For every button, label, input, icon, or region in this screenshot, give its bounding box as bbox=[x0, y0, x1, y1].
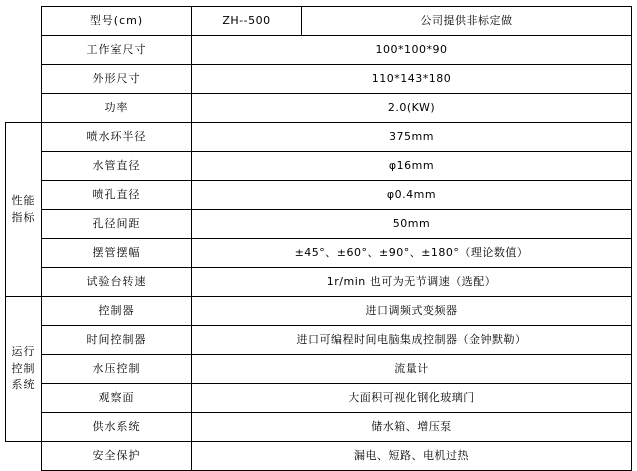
row-label: 时间控制器 bbox=[42, 326, 192, 355]
row-value: 375mm bbox=[192, 123, 632, 152]
row-value: 2.0(KW) bbox=[192, 94, 632, 123]
table-row bbox=[6, 442, 632, 471]
table-row bbox=[6, 181, 632, 210]
row-value: φ0.4mm bbox=[192, 181, 632, 210]
table-row bbox=[6, 65, 632, 94]
row-label: 孔径间距 bbox=[42, 210, 192, 239]
group-line-1: 运行 bbox=[11, 345, 36, 359]
row-value: 流量计 bbox=[192, 355, 632, 384]
row-label: 型号(cm) bbox=[42, 7, 192, 36]
row-label: 试验台转速 bbox=[42, 268, 192, 297]
table-row bbox=[6, 326, 632, 355]
table-row bbox=[6, 36, 632, 65]
table-row bbox=[6, 94, 632, 123]
table-row bbox=[6, 210, 632, 239]
row-model-code: ZH--500 bbox=[192, 7, 302, 36]
table-row bbox=[6, 7, 632, 36]
row-label: 观察面 bbox=[42, 384, 192, 413]
group-line-3: 系统 bbox=[11, 378, 36, 392]
group-line-2: 指标 bbox=[11, 210, 36, 224]
table-row bbox=[6, 152, 632, 181]
group-label-operation bbox=[6, 297, 42, 442]
row-label: 功率 bbox=[42, 94, 192, 123]
row-label: 水压控制 bbox=[42, 355, 192, 384]
row-label: 摆管摆幅 bbox=[42, 239, 192, 268]
group-spacer-cell bbox=[6, 65, 42, 94]
group-line-2: 控制 bbox=[11, 361, 36, 375]
table-row bbox=[6, 355, 632, 384]
specification-table bbox=[5, 6, 632, 471]
table-row bbox=[6, 297, 632, 326]
table-row bbox=[6, 239, 632, 268]
row-label: 安全保护 bbox=[42, 442, 192, 471]
row-label: 喷水环半径 bbox=[42, 123, 192, 152]
row-value: 储水箱、增压泵 bbox=[192, 413, 632, 442]
row-label: 供水系统 bbox=[42, 413, 192, 442]
row-value: 110*143*180 bbox=[192, 65, 632, 94]
row-value: 50mm bbox=[192, 210, 632, 239]
group-spacer-cell bbox=[6, 94, 42, 123]
group-spacer-cell bbox=[6, 7, 42, 36]
row-label: 外形尺寸 bbox=[42, 65, 192, 94]
row-value: 公司提供非标定做 bbox=[302, 7, 632, 36]
row-value: 漏电、短路、电机过热 bbox=[192, 442, 632, 471]
row-value: 大面积可视化钢化玻璃门 bbox=[192, 384, 632, 413]
row-label: 喷孔直径 bbox=[42, 181, 192, 210]
row-value: 100*100*90 bbox=[192, 36, 632, 65]
table-body bbox=[6, 7, 632, 471]
group-label-performance bbox=[6, 123, 42, 297]
row-value: ±45°、±60°、±90°、±180°（理论数值） bbox=[192, 239, 632, 268]
group-spacer-cell bbox=[6, 442, 42, 471]
row-value: 进口调频式变频器 bbox=[192, 297, 632, 326]
row-value: 1r/min 也可为无节调速（选配） bbox=[192, 268, 632, 297]
row-value: φ16mm bbox=[192, 152, 632, 181]
table-row bbox=[6, 384, 632, 413]
table-row bbox=[6, 123, 632, 152]
table-row bbox=[6, 413, 632, 442]
group-line-1: 性能 bbox=[11, 194, 36, 207]
row-label: 水管直径 bbox=[42, 152, 192, 181]
group-spacer-cell bbox=[6, 36, 42, 65]
row-label: 控制器 bbox=[42, 297, 192, 326]
row-label: 工作室尺寸 bbox=[42, 36, 192, 65]
table-row bbox=[6, 268, 632, 297]
row-value: 进口可编程时间电脑集成控制器（金钟默勒） bbox=[192, 326, 632, 355]
